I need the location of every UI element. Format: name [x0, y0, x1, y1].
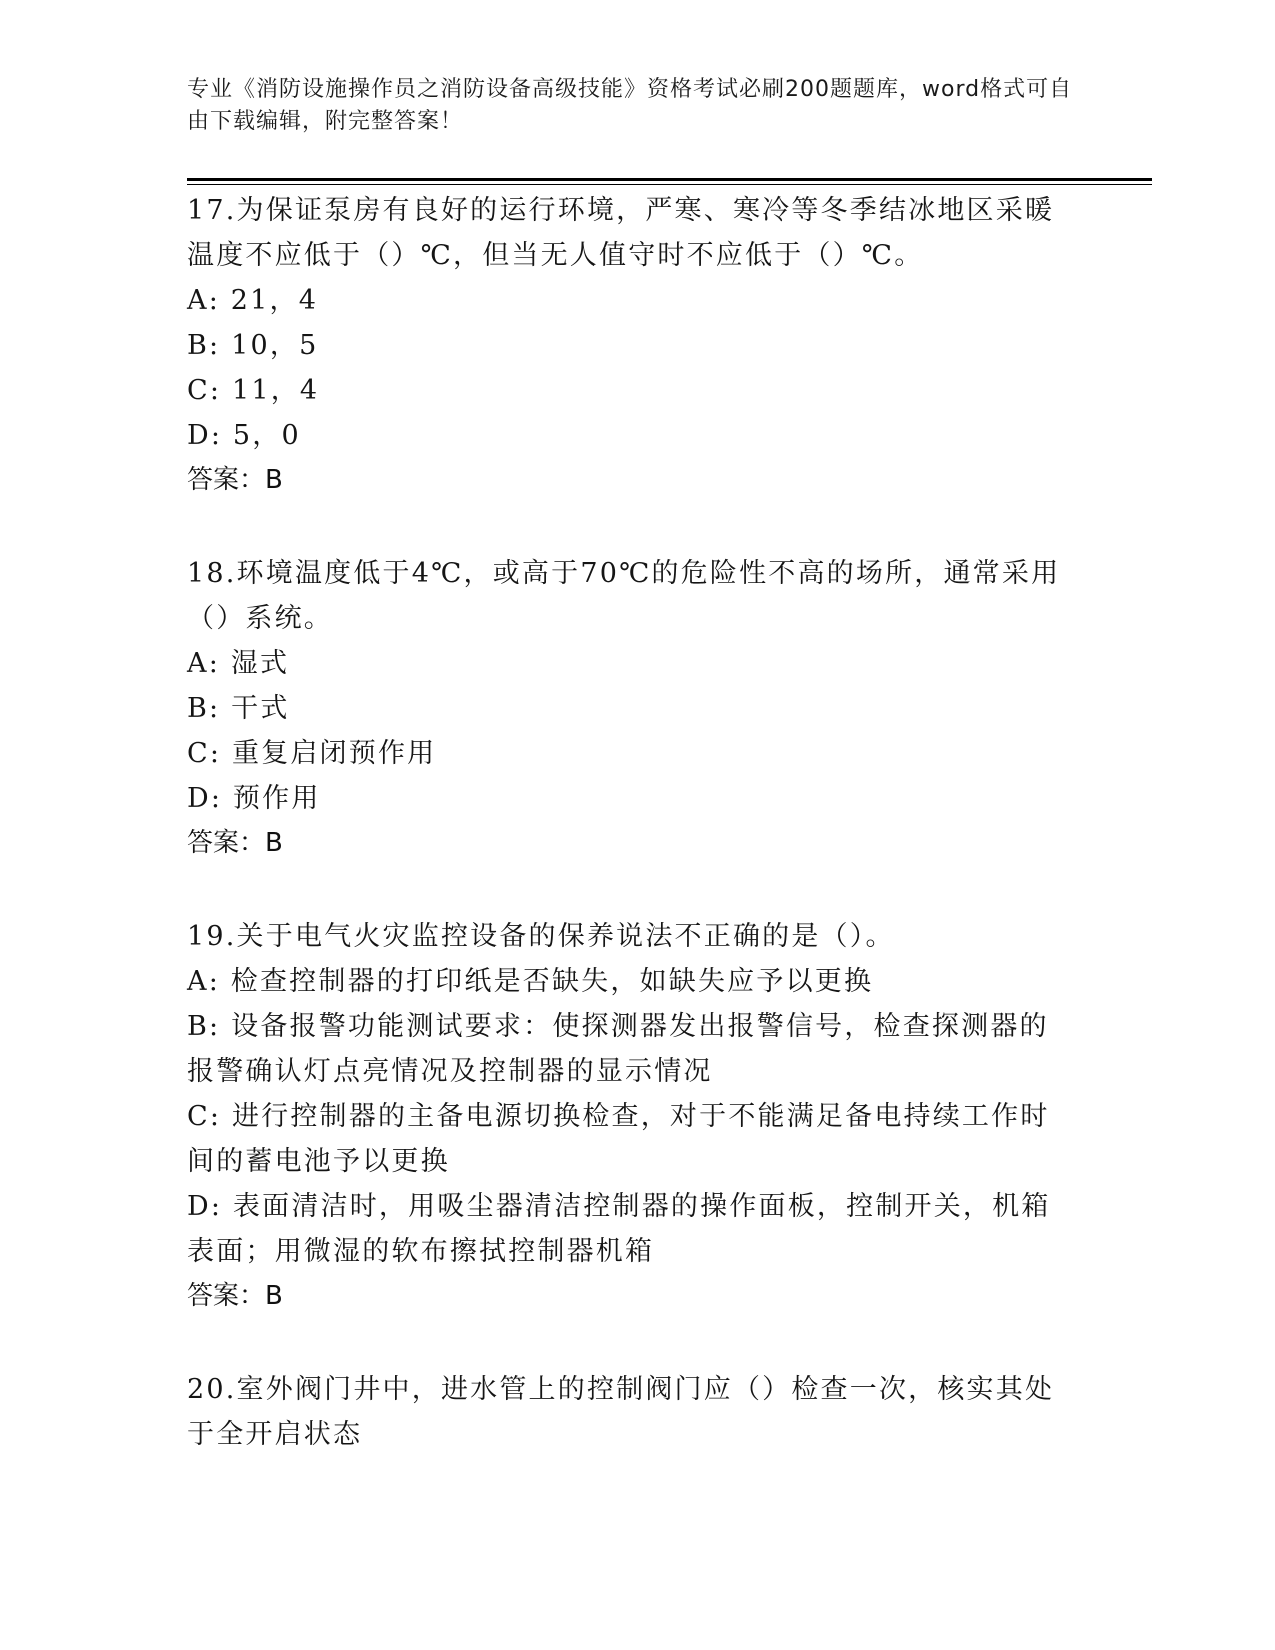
- question-18: [187, 551, 1087, 866]
- question-stem: 17.为保证泵房有良好的运行环境，严寒、寒冷等冬季结冰地区采暖温度不应低于（）℃，但当无人值守时不应低于（）℃。: [187, 195, 1055, 271]
- option-a: A: 检查控制器的打印纸是否缺失，如缺失应予以更换: [187, 966, 874, 997]
- option-d: D: 表面清洁时，用吸尘器清洁控制器的操作面板，控制开关，机箱表面；用微湿的软布擦拭控制器机箱: [187, 1191, 1051, 1267]
- option-a: A: 21，4: [187, 285, 319, 316]
- option-d: D: 预作用: [187, 783, 321, 814]
- question-20: [187, 1367, 1087, 1457]
- option-b: B: 设备报警功能测试要求：使探测器发出报警信号，检查探测器的报警确认灯点亮情况及控制器的显示情况: [187, 1011, 1049, 1087]
- question-stem: 19.关于电气火灾监控设备的保养说法不正确的是（）。: [187, 921, 895, 952]
- question-17: [187, 188, 1087, 503]
- answer-line: 答案：B: [187, 465, 283, 495]
- answer-line: 答案：B: [187, 828, 283, 858]
- answer-line: 答案：B: [187, 1281, 283, 1311]
- header-rule-thin: [187, 184, 1152, 185]
- question-stem: 20.室外阀门井中，进水管上的控制阀门应（）检查一次，核实其处于全开启状态: [187, 1374, 1055, 1450]
- header-rule-thick: [187, 178, 1152, 181]
- option-c: C: 进行控制器的主备电源切换检查，对于不能满足备电持续工作时间的蓄电池予以更换: [187, 1101, 1050, 1177]
- question-stem: 18.环境温度低于4℃，或高于70℃的危险性不高的场所，通常采用（）系统。: [187, 558, 1061, 634]
- option-c: C: 重复启闭预作用: [187, 738, 437, 769]
- option-a: A: 湿式: [187, 648, 290, 679]
- question-list: [187, 188, 1087, 1505]
- option-d: D: 5，0: [187, 420, 301, 451]
- question-19: [187, 914, 1087, 1319]
- document-header: 专业《消防设施操作员之消防设备高级技能》资格考试必刷200题题库，word格式可自由下载编辑，附完整答案！: [187, 77, 1073, 134]
- option-b: B: 干式: [187, 693, 290, 724]
- option-c: C: 11，4: [187, 375, 320, 406]
- option-b: B: 10，5: [187, 330, 319, 361]
